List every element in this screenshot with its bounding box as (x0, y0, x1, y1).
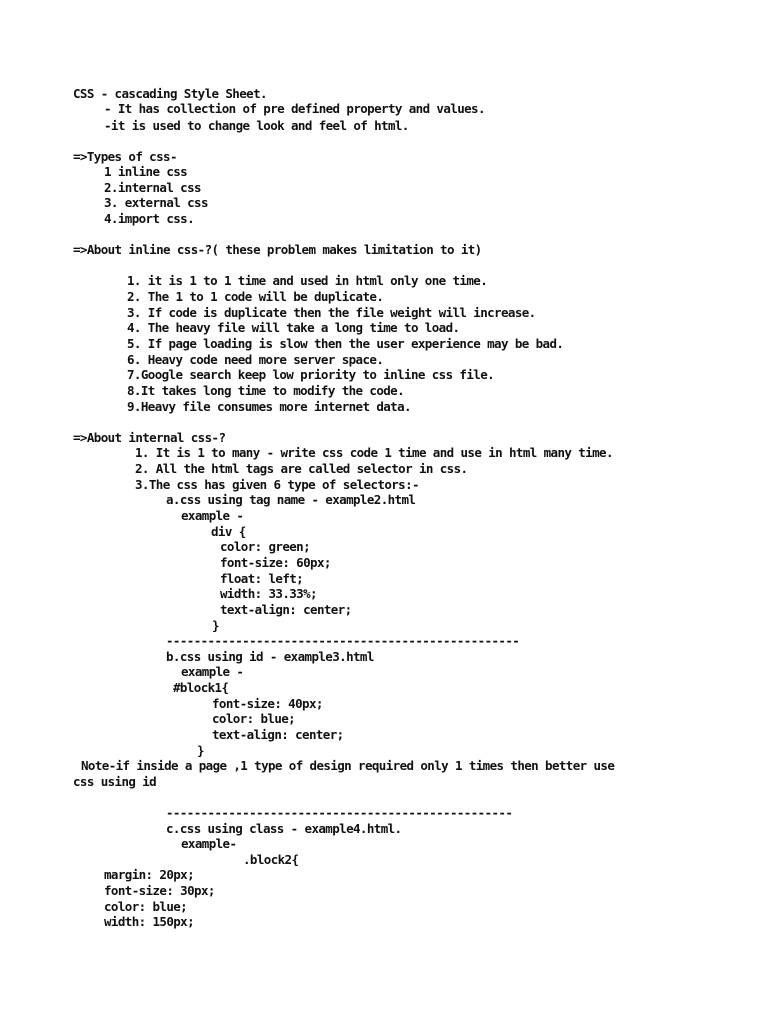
code-line: width: 150px; (104, 914, 195, 929)
code-label: example- (181, 836, 237, 851)
code-line: text-align: center; (212, 727, 344, 742)
code-line: color: blue; (212, 711, 296, 726)
code-line: .block2{ (243, 852, 299, 867)
definition-line: -it is used to change look and feel of html. (104, 118, 409, 133)
list-item: 2.internal css (104, 180, 201, 195)
list-item: 1 inline css (104, 164, 188, 179)
code-line: width: 33.33%; (220, 586, 317, 601)
list-item: 9.Heavy file consumes more internet data. (127, 399, 411, 414)
list-item: 8.It takes long time to modify the code. (127, 383, 405, 398)
list-item: 4.import css. (104, 211, 195, 226)
list-item: 3. If code is duplicate then the file weight will increase. (127, 305, 536, 320)
list-item: 6. Heavy code need more server space. (127, 352, 384, 367)
list-item: 3. external css (104, 195, 208, 210)
section-heading: =>About inline css-?( these problem makes limitation to it) (73, 242, 482, 257)
separator-line: -------------------------------------------------- (166, 805, 513, 820)
code-line: color: green; (220, 539, 311, 554)
code-line: text-align: center; (220, 602, 352, 617)
list-item: 1. It is 1 to many - write css code 1 time and use in html many time. (135, 445, 613, 460)
note-line: css using id (73, 774, 157, 789)
list-item: 2. All the html tags are called selector in css. (135, 461, 468, 476)
code-line: div { (211, 524, 246, 539)
note-line: Note-if inside a page ,1 type of design required only 1 times then better use (81, 758, 615, 773)
sub-item: b.css using id - example3.html (166, 649, 374, 664)
sub-item: c.css using class - example4.html. (166, 821, 402, 836)
sub-item: a.css using tag name - example2.html (166, 492, 416, 507)
code-line: } (212, 618, 219, 633)
list-item: 5. If page loading is slow then the user experience may be bad. (127, 336, 564, 351)
code-line: float: left; (220, 571, 304, 586)
code-line: } (197, 743, 204, 758)
list-item: 1. it is 1 to 1 time and used in html only one time. (127, 273, 488, 288)
list-item: 4. The heavy file will take a long time to load. (127, 320, 460, 335)
list-item: 2. The 1 to 1 code will be duplicate. (127, 289, 384, 304)
code-line: font-size: 60px; (220, 555, 331, 570)
definition-line: - It has collection of pre defined property and values. (104, 101, 485, 116)
code-line: color: blue; (104, 899, 188, 914)
code-label: example - (181, 508, 244, 523)
code-line: font-size: 40px; (212, 696, 323, 711)
code-line: font-size: 30px; (104, 883, 215, 898)
section-heading: =>Types of css- (73, 149, 177, 164)
list-item: 7.Google search keep low priority to inline css file. (127, 367, 495, 382)
code-line: margin: 20px; (104, 867, 195, 882)
code-label: example - (181, 664, 244, 679)
title-line: CSS - cascading Style Sheet. (73, 86, 267, 101)
separator-line: --------------------------------------------------- (166, 633, 520, 648)
section-heading: =>About internal css-? (73, 430, 226, 445)
code-line: #block1{ (173, 680, 229, 695)
list-item: 3.The css has given 6 type of selectors:- (135, 477, 419, 492)
